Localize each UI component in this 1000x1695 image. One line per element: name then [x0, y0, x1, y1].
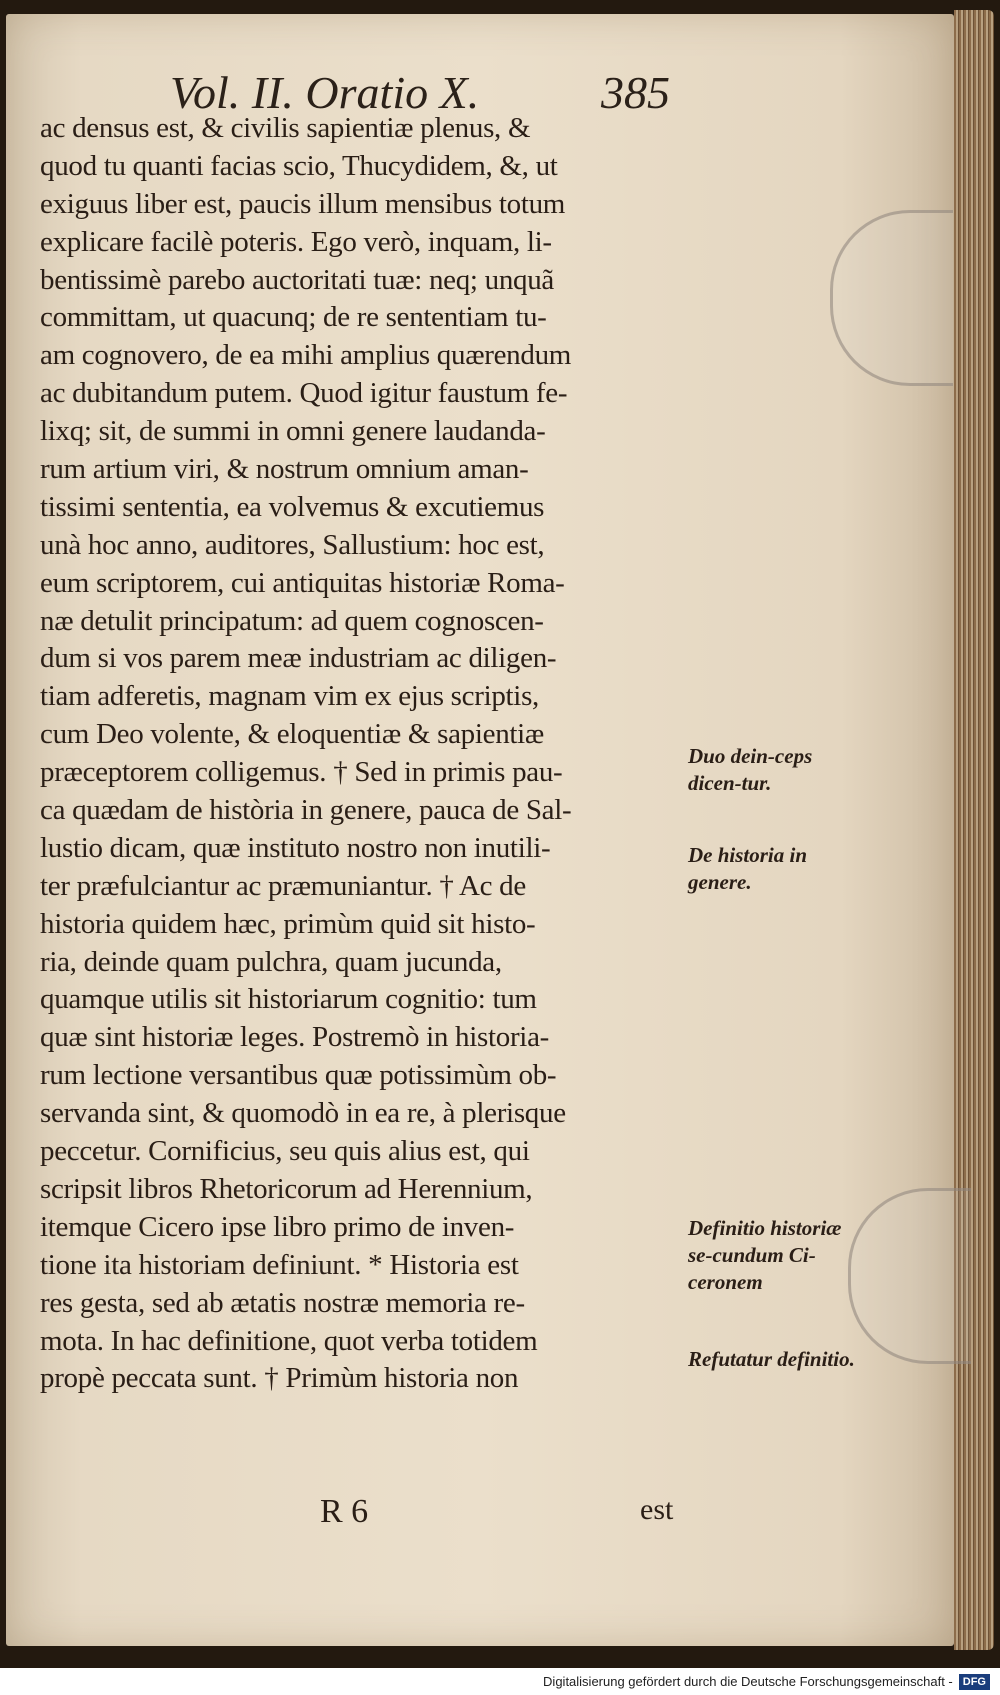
text-line: rum lectione versantibus quæ potissimùm ob-	[40, 1059, 557, 1092]
page-number: 385	[601, 67, 670, 118]
text-line: committam, ut quacunq; de re sententiam tu-	[40, 301, 547, 334]
text-line: ca quædam de història in genere, pauca de Sal-	[40, 794, 572, 827]
margin-note: Refutatur definitio.	[688, 1347, 855, 1371]
text-line: quod tu quanti facias scio, Thucydidem, &, ut	[40, 149, 558, 182]
text-line: lixq; sit, de summi in omni genere laudanda-	[40, 415, 546, 448]
text-line: historia quidem hæc, primùm quid sit histo-	[40, 907, 536, 940]
text-line: quamque utilis sit historiarum cognitio: tum	[40, 983, 537, 1016]
dfg-logo: DFG	[959, 1674, 990, 1690]
margin-note: Duo dein-ceps dicen-tur.	[688, 744, 813, 795]
text-line: servanda sint, & quomodò in ea re, à plerisque	[40, 1097, 566, 1130]
text-line: ac densus est, & civilis sapientiæ plenus, &	[40, 112, 531, 144]
text-line: bentissimè parebo auctoritati tuæ: neq; unquã	[40, 263, 555, 296]
text-line: tiam adferetis, magnam vim ex ejus scriptis,	[40, 680, 540, 713]
catchword: est	[640, 1493, 674, 1526]
text-line: lustio dicam, quæ instituto nostro non inutili-	[40, 831, 551, 864]
text-line: mota. In hac definitione, quot verba totidem	[40, 1324, 538, 1357]
margin-note: Definitio historiæ se-cundum Ci-ceronem	[688, 1216, 842, 1294]
text-line: ter præfulciantur ac præmuniantur. † Ac de	[40, 869, 526, 902]
text-line: quæ sint historiæ leges. Postremò in historia-	[40, 1021, 549, 1054]
margin-note: De historia in genere.	[688, 843, 808, 894]
text-line: cum Deo volente, & eloquentiæ & sapientiæ	[40, 718, 544, 751]
signature-mark: R 6	[320, 1493, 369, 1530]
page-block-edge	[954, 10, 994, 1650]
text-line: tione ita historiam definiunt. * Historia est	[40, 1248, 519, 1281]
text-line: præceptorem colligemus. † Sed in primis pau-	[40, 756, 563, 789]
text-line: næ detulit principatum: ad quem cognoscen-	[40, 604, 544, 637]
text-line: itemque Cicero ipse libro primo de inven-	[40, 1210, 515, 1243]
text-line: res gesta, sed ab ætatis nostræ memoria re-	[40, 1286, 525, 1319]
text-line: ac dubitandum putem. Quod igitur faustum fe-	[40, 377, 568, 410]
text-line: propè peccata sunt. † Primùm historia non	[40, 1362, 519, 1395]
running-title: Vol. II. Oratio X.	[170, 67, 480, 118]
text-line: rum artium viri, & nostrum omnium aman-	[40, 453, 529, 486]
main-text-block	[40, 110, 680, 1398]
text-line: peccetur. Cornificius, seu quis alius est, qui	[40, 1135, 530, 1168]
text-line: unà hoc anno, auditores, Sallustium: hoc est,	[40, 528, 545, 561]
text-line: eum scriptorem, cui antiquitas historiæ Roma-	[40, 566, 565, 599]
text-line: tissimi sententia, ea volvemus & excutiemus	[40, 490, 545, 523]
text-line: scripsit libros Rhetoricorum ad Herennium,	[40, 1172, 533, 1205]
text-line: dum si vos parem meæ industriam ac diligen-	[40, 642, 557, 675]
text-line: exiguus liber est, paucis illum mensibus totum	[40, 187, 566, 220]
margin-notes	[688, 0, 868, 1600]
digitization-footer	[0, 1668, 1000, 1695]
text-line: ria, deinde quam pulchra, quam jucunda,	[40, 945, 502, 978]
text-line: explicare facilè poteris. Ego verò, inquam, li-	[40, 225, 552, 258]
text-line: am cognovero, de ea mihi amplius quærendum	[40, 339, 572, 372]
footer-credit: Digitalisierung gefördert durch die Deutsche Forschungsgemeinschaft -	[543, 1674, 953, 1689]
